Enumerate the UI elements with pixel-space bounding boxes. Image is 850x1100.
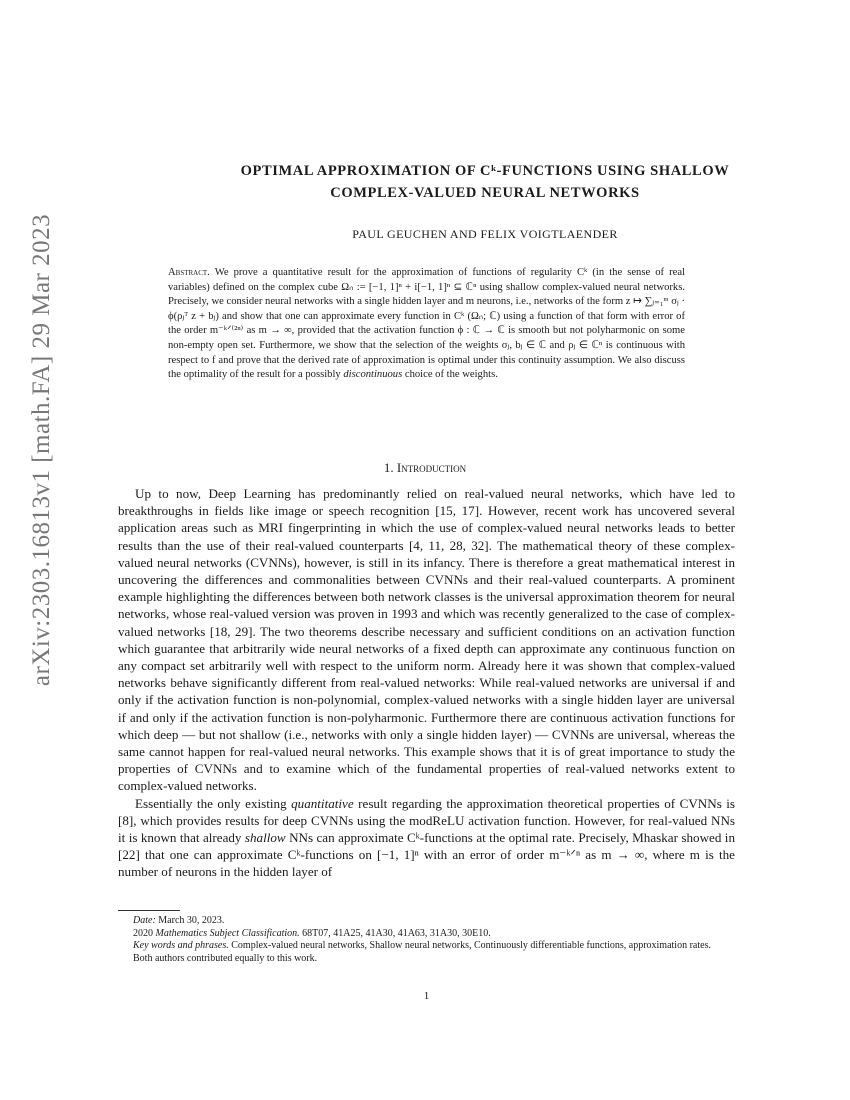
- msc-year: 2020: [133, 927, 153, 939]
- body-text: [118, 485, 735, 881]
- section-number: 1.: [383, 460, 394, 475]
- date-label: Date:: [133, 915, 156, 926]
- msc-label: Mathematics Subject Classification.: [155, 927, 300, 939]
- paragraph-1: Up to now, Deep Learning has predominantly relied on real-valued neural networks, which have led to breakthroughs in fields like image or speech recognition [15, 17]. However, recent work has uncovered several application areas such as MRI fingerprinting in which the use of complex-valued neural networks leads to better results than the use of their real-valued counterparts [4, 11, 28, 32]. The mathematical theory of these complex-valued neural networks (CVNNs), however, is still in its infancy. There is therefore a great mathematical interest in uncovering the differences and commonalities between CVNNs and their real-valued counterparts. A prominent example highlighting the differences between both network classes is the universal approximation theorem for neural networks, whose real-valued version was proven in 1993 and which was recently generalized to the case of complex-valued networks [18, 29]. The two theorems describe necessary and sufficient conditions on an activation function which guarantee that arbitrarily wide neural networks of a fixed depth can approximate any continuous function on any compact set arbitrarily well with respect to the uniform norm. Already here it was shown that complex-valued networks behave significantly different from real-valued networks: While real-valued networks are universal if and only if the activation function is non-polynomial, complex-valued networks with a single hidden layer are universal if and only if the activation function is non-polyharmonic. Furthermore there are continuous activation functions for which deep — but not shallow (i.e., networks with only a single hidden layer) — CVNNs are universal, whereas the same cannot happen for real-valued neural networks. This example shows that it is of great importance to study the properties of CVNNs and to examine which of the fundamental properties of real-valued networks extent to complex-valued networks.: [118, 486, 735, 794]
- author-list: PAUL GEUCHEN AND FELIX VOIGTLAENDER: [352, 227, 618, 241]
- footnote-contribution: Both authors contributed equally to this work.: [133, 952, 318, 964]
- abstract: [168, 266, 685, 383]
- paper-title: [120, 160, 850, 204]
- paragraph-2-emphasis-shallow: shallow: [244, 830, 286, 846]
- arxiv-identifier-text: arXiv:2303.16813v1 [math.FA] 29 Mar 2023: [28, 213, 56, 687]
- abstract-emphasis: discontinuous: [343, 369, 403, 381]
- paragraph-2-part-a: Essentially the only existing: [135, 795, 287, 811]
- paragraph-2-emphasis-quantitative: quantitative: [291, 795, 354, 811]
- footnote-msc: [118, 928, 735, 941]
- page-number: 1: [423, 990, 430, 1002]
- keywords-value: Complex-valued neural networks, Shallow neural networks, Continuously differentiable functions, approximation rates.: [231, 940, 711, 952]
- arxiv-identifier: [22, 213, 62, 687]
- keywords-label: Key words and phrases.: [133, 940, 229, 952]
- footnote-keywords: [118, 940, 735, 953]
- paragraph-2-part-c: NNs can approximate Cᵏ-functions at the optimal rate. Precisely, Mhaskar showed in [22] that one can approximate Cᵏ-functions on [−1, 1]ⁿ with an error of order m⁻ᵏᐟⁿ as m → ∞, where m is the number of neurons in the hidden layer of: [118, 830, 735, 880]
- abstract-label: Abstract.: [168, 267, 210, 278]
- section-title: Introduction: [396, 460, 467, 475]
- footnotes: [118, 915, 735, 965]
- date-value: March 30, 2023.: [158, 915, 225, 926]
- footnote-rule: [118, 910, 180, 911]
- title-line-2: COMPLEX-VALUED NEURAL NETWORKS: [330, 185, 640, 201]
- paragraph-2-part-b: result regarding the approximation theoretical properties of CVNNs is [8], which provides results for deep CVNNs using the modReLU activation function. However, for real-valued NNs it is known that already: [118, 795, 736, 846]
- section-heading: [120, 460, 730, 476]
- msc-value: 68T07, 41A25, 41A30, 41A63, 31A30, 30E10.: [302, 927, 491, 939]
- paragraph-2: [118, 795, 735, 881]
- title-line-1: OPTIMAL APPROXIMATION OF Cᵏ-FUNCTIONS USING SHALLOW: [240, 163, 730, 179]
- abstract-text: We prove a quantitative result for the approximation of functions of regularity Cᵏ (in the sense of real variables) defined on the complex cube Ωₙ := [−1, 1]ⁿ + i[−1, 1]ⁿ ⊆ ℂⁿ using shallow complex-valued neural networks. Precisely, we consider neural networks with a single hidden layer and m neurons, i.e., networks of the form z ↦ ∑ⱼ₌₁ᵐ σⱼ · ϕ(ρⱼᵀ z + bⱼ) and show that one can approximate every function in Cᵏ (Ωₙ; ℂ) using a function of that form with error of the order m⁻ᵏᐟ⁽²ⁿ⁾ as m → ∞, provided that the activation function ϕ : ℂ → ℂ is smooth but not polyharmonic on some non-empty open set. Furthermore, we show that the selection of the weights σⱼ, bⱼ ∈ ℂ and ρⱼ ∈ ℂⁿ is continuous with respect to f and prove that the derived rate of approximation is optimal under this continuity assumption. We also discuss the optimality of the result for a possibly: [168, 267, 685, 381]
- footnote-date: [118, 915, 735, 928]
- abstract-tail: choice of the weights.: [404, 369, 498, 381]
